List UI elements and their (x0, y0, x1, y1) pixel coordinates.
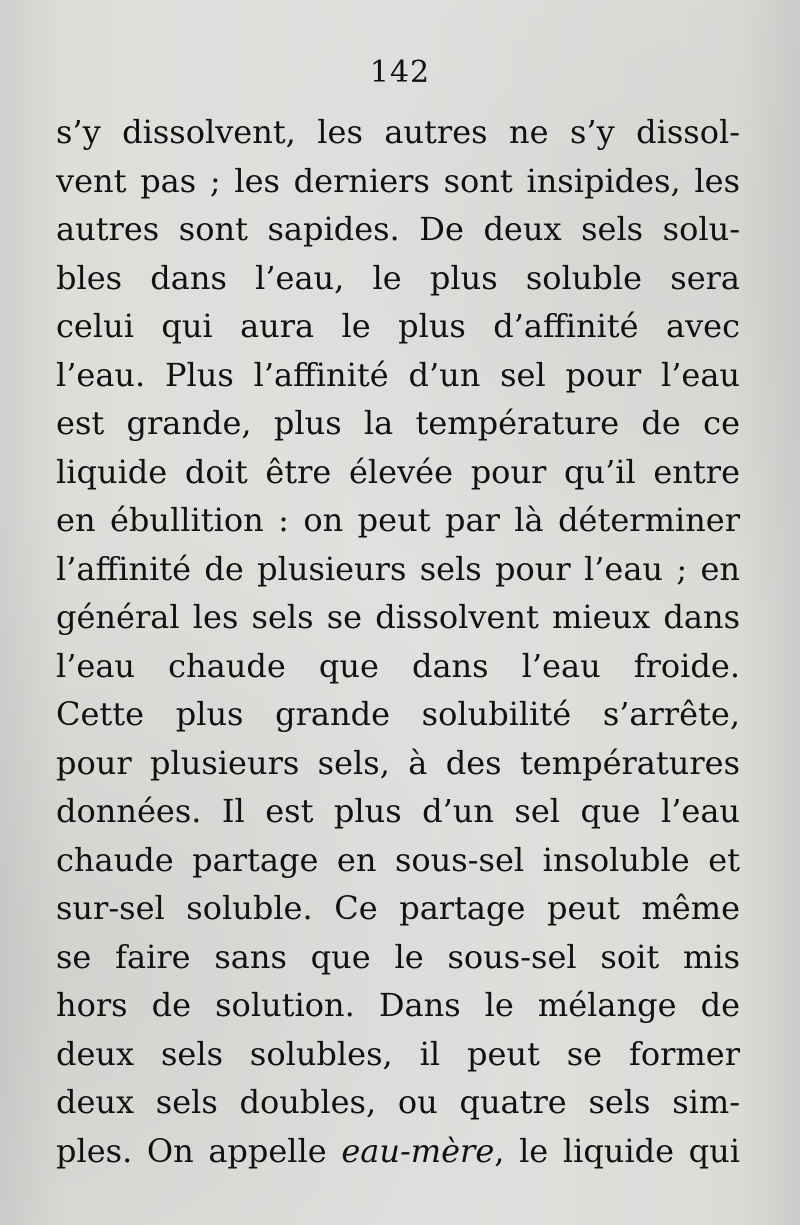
text-line: autres sont sapides. De deux sels solu- (56, 210, 740, 248)
text-line: Cette plus grande solubilité s’arrête, (56, 695, 740, 733)
text-line: deux sels doubles, ou quatre sels sim- (56, 1083, 740, 1121)
text-line-last (56, 1127, 740, 1176)
text-line: données. Il est plus d’un sel que l’eau (56, 792, 740, 830)
body-text (56, 108, 740, 1175)
text-line: chaude partage en sous-sel insoluble et (56, 840, 740, 879)
text-line: s’y dissolvent, les autres ne s’y dissol- (56, 113, 740, 151)
text-line: deux sels solubles, il peut se former (56, 1034, 740, 1073)
text-line: sur-sel soluble. Ce partage peut même (56, 889, 740, 927)
text-line: est grande, plus la température de ce (56, 404, 740, 442)
text-line: celui qui aura le plus d’affinité avec (56, 307, 740, 345)
text-line: l’eau. Plus l’affinité d’un sel pour l’eau (56, 355, 740, 394)
text-line: l’eau chaude que dans l’eau froide. (56, 646, 740, 685)
italic-term: eau-mère (341, 1131, 495, 1170)
text-line: hors de solution. Dans le mélange de (56, 986, 740, 1024)
text-line: l’affinité de plusieurs sels pour l’eau ; en (56, 549, 740, 588)
text-segment: , le liquide qui (494, 1131, 741, 1170)
page-number: 142 (369, 55, 431, 90)
text-line: en ébullition : on peut par là déterminer (56, 501, 740, 539)
text-segment: ples. On appelle (56, 1131, 342, 1170)
text-line: bles dans l’eau, le plus soluble sera (56, 258, 740, 297)
text-line: vent pas ; les derniers sont insipides, les (56, 161, 740, 200)
text-line: se faire sans que le sous-sel soit mis (56, 937, 740, 976)
text-line: liquide doit être élevée pour qu’il entre (56, 452, 740, 491)
text-line: pour plusieurs sels, à des températures (56, 743, 740, 782)
text-line: général les sels se dissolvent mieux dans (56, 598, 740, 636)
